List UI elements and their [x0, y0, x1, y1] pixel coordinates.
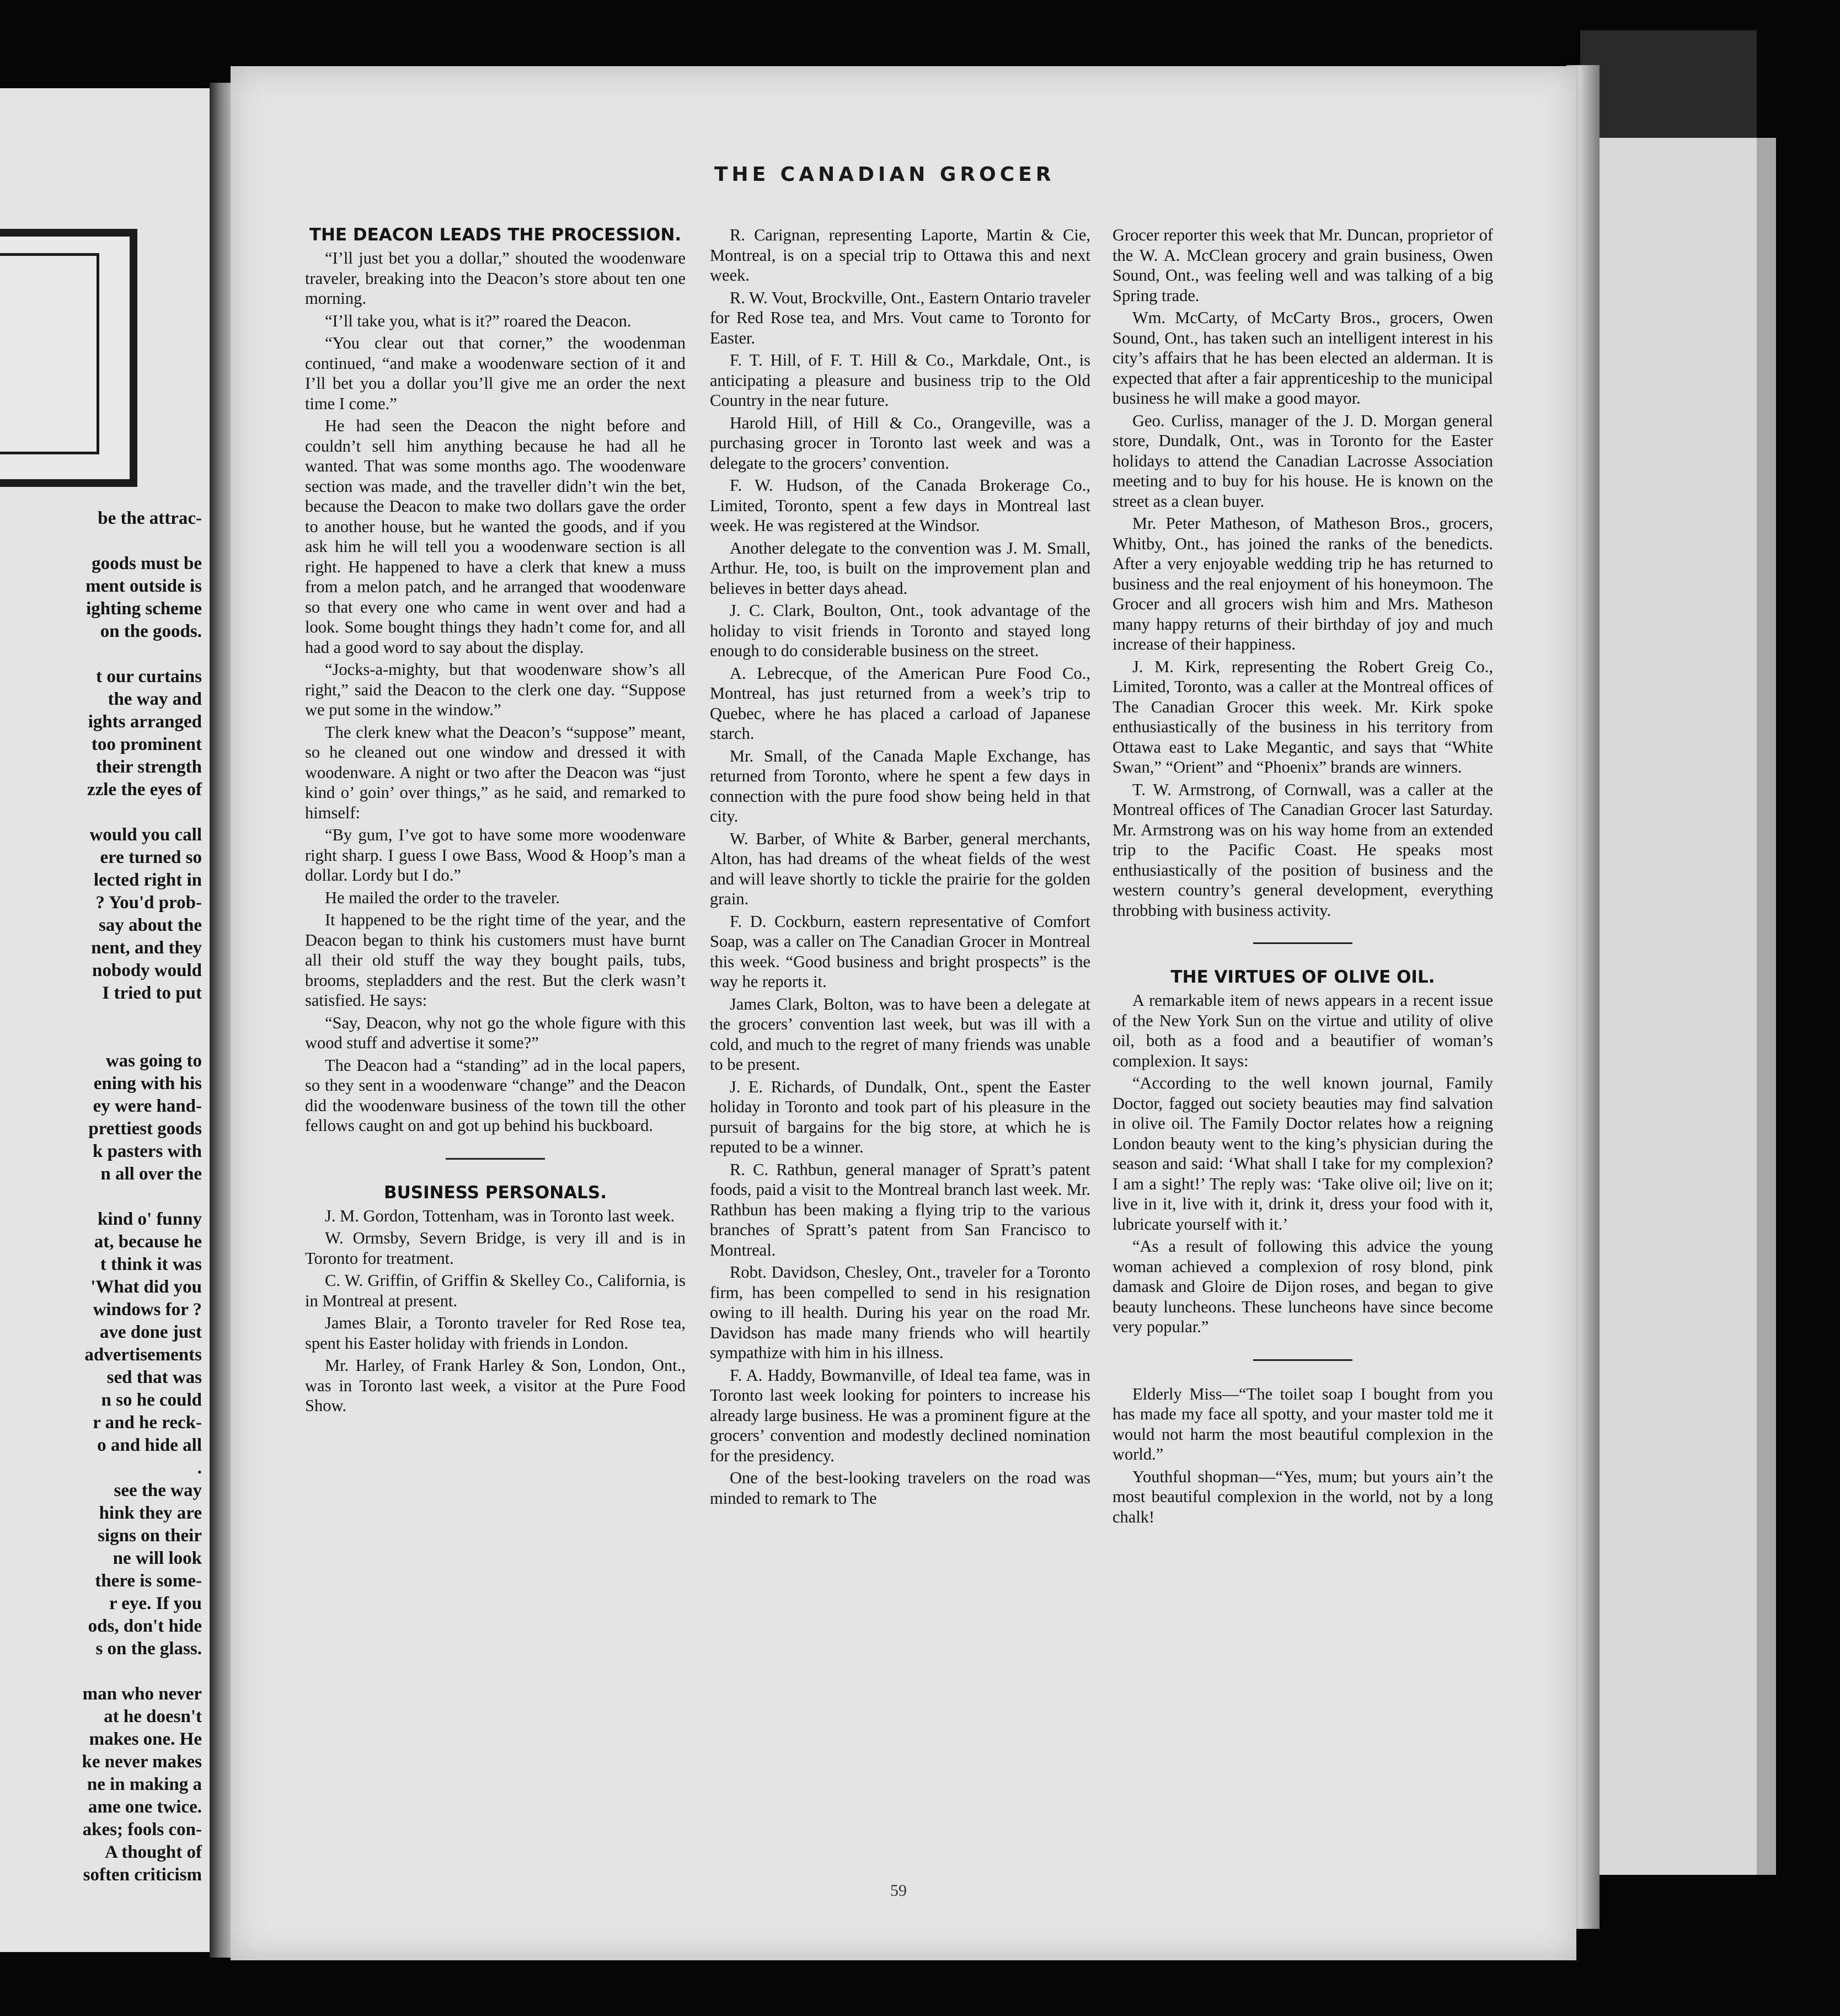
article-paragraph: Elderly Miss—“The toilet soap I bought from you has made my face all spotty, and your master told me it would not harm the most beautiful complexion in the world.”: [1112, 1384, 1493, 1463]
facing-page-line: at, because he: [94, 1232, 202, 1252]
facing-page-line: signs on their: [98, 1526, 202, 1546]
facing-page-line: t think it was: [100, 1254, 202, 1274]
facing-page-line: akes; fools con-: [82, 1820, 202, 1840]
article-paragraph: He had seen the Deacon the night before and couldn’t sell him anything because he had all he wanted. That was some months ago. The woodenware section was made, and the traveller didn’t win the bet, because the Deacon to make two dollars gave the order to another house, but he wanted the goods, and if you ask him he will tell you a woodenware section is all right. He happened to have a clerk that knew a muss from a melon patch, and he arranged that woodenware so that every one who came in went over and had a look. Some bought things they hadn’t come for, and all had a good word to say about the display.: [305, 416, 686, 657]
facing-page-line: man who never: [82, 1684, 202, 1704]
page-number: 59: [890, 1881, 907, 1900]
facing-page-line: n so he could: [101, 1390, 202, 1410]
article-paragraph: The Deacon had a “standing” ad in the local papers, so they sent in a woodenware “change” and the Deacon did the woodenware business of the town till the other fellows caught on and got up behind his buckboard.: [305, 1055, 686, 1135]
article-paragraph: “I’ll take you, what is it?” roared the Deacon.: [325, 311, 632, 330]
article-paragraph: R. W. Vout, Brockville, Ont., Eastern Ontario traveler for Red Rose tea, and Mrs. Vout came to Toronto for Easter.: [710, 288, 1090, 347]
article-heading: THE DEACON LEADS THE PROCESSION.: [309, 225, 682, 245]
article-paragraph: Harold Hill, of Hill & Co., Orangeville, was a purchasing grocer in Toronto last week and was a delegate to the grocers’ convention.: [710, 413, 1090, 473]
article-paragraph: Mr. Small, of the Canada Maple Exchange, has returned from Toronto, where he spent a few days in connection with the pure food show being held in that city.: [710, 746, 1090, 825]
facing-page-line: advertisements: [84, 1345, 202, 1365]
facing-page-line: r and he reck-: [93, 1413, 202, 1433]
article-paragraph: R. Carignan, representing Laporte, Martin & Cie, Montreal, is on a special trip to Ottawa this and next week.: [710, 226, 1090, 285]
facing-page-line: would you call: [89, 825, 202, 845]
article-paragraph: Mr. Peter Matheson, of Matheson Bros., grocers, Whitby, Ont., has joined the ranks of the benedicts. After a very enjoyable wedding trip he has returned to business and the real enjoyment of his honeymoon. The Grocer and all grocers wish him and Mrs. Matheson many happy returns of their birthday of joy and much increase of their happiness.: [1112, 514, 1493, 653]
facing-page-line: see the way: [114, 1481, 202, 1500]
article-paragraph: T. W. Armstrong, of Cornwall, was a caller at the Montreal offices of The Canadian Grocer last Saturday. Mr. Armstrong was on his way home from an extended trip to the Pacific Coast. He speaks most enthusiastically of the position of business and the western country’s general development, everything throbbing with business activity.: [1112, 780, 1493, 920]
section-rule: [1253, 1359, 1352, 1361]
article-paragraph: He mailed the order to the traveler.: [325, 888, 560, 907]
article-paragraph: Geo. Curliss, manager of the J. D. Morgan general store, Dundalk, Ont., was in Toronto for the Easter holidays to attend the Canadian Lacrosse Association meeting and to buy for his house. He is known on the street as a clean buyer.: [1112, 411, 1493, 511]
facing-page-line: [0, 1186, 202, 1208]
article-paragraph: R. C. Rathbun, general manager of Spratt’s patent foods, paid a visit to the Montreal branch last week. Mr. Rathbun has been making a flying trip to the various branches of Spratt’s patent from San Francisco to Montreal.: [710, 1160, 1090, 1259]
facing-page-line: [0, 1027, 202, 1050]
facing-page-line: ave done just: [99, 1322, 202, 1342]
article-paragraph: Another delegate to the convention was J. M. Small, Arthur. He, too, is built on the improvement plan and believes in better days ahead.: [710, 538, 1090, 598]
book-binding: [210, 83, 232, 1958]
article-paragraph: J. M. Kirk, representing the Robert Greig Co., Limited, Toronto, was a caller at the Montreal offices of The Canadian Grocer this week. Mr. Kirk spoke enthusiastically of the business in his territory from Ottawa east to Lake Megantic, and says that “White Swan,” “Orient” and “Phoenix” brands are winners.: [1112, 657, 1493, 776]
facing-page-text: [0, 507, 210, 1886]
column-2: [710, 225, 1090, 1874]
facing-page-line: s on the glass.: [95, 1639, 202, 1659]
article-paragraph: Mr. Harley, of Frank Harley & Son, London, Ont., was in Toronto last week, a visitor at the Pure Food Show.: [305, 1356, 686, 1415]
facing-page-fragment: [0, 88, 210, 1952]
article-paragraph: Grocer reporter this week that Mr. Duncan, proprietor of the W. A. McClean grocery and grain business, Owen Sound, Ont., was feeling well and was talking of a big Spring trade.: [1112, 226, 1493, 305]
article-paragraph: One of the best-looking travelers on the road was minded to remark to The: [710, 1468, 1090, 1508]
facing-page-line: their strength: [95, 757, 202, 777]
article-paragraph: J. M. Gordon, Tottenham, was in Toronto last week.: [325, 1206, 675, 1225]
facing-page-line: ey were hand-: [93, 1096, 202, 1116]
facing-page-line: ights arranged: [88, 712, 202, 732]
article-paragraph: Youthful shopman—“Yes, mum; but yours ain’t the most beautiful complexion in the world, not by a long chalk!: [1112, 1467, 1493, 1526]
article-paragraph: J. C. Clark, Boulton, Ont., took advantage of the holiday to visit friends in Toronto and stayed long enough to do considerable business on the street.: [710, 601, 1090, 660]
facing-page-line: [0, 530, 202, 553]
article-paragraph: W. Barber, of White & Barber, general merchants, Alton, has had dreams of the wheat fields of the west and will leave shortly to tickle the prairie for the golden grain.: [710, 829, 1090, 908]
book-block-edge: [1588, 138, 1757, 1875]
article-paragraph: F. W. Hudson, of the Canada Brokerage Co., Limited, Toronto, spent a few days in Montreal last week. He was registered at the Windsor.: [710, 476, 1090, 535]
facing-page-line: was going to: [105, 1051, 202, 1071]
article-paragraph: “As a result of following this advice the young woman achieved a complexion of rosy blond, pink damask and Gloire de Dijon roses, and began to give beauty luncheons. These luncheons have since become very popular.”: [1112, 1237, 1493, 1336]
facing-page-line: at he doesn't: [104, 1707, 202, 1727]
section-rule: [1253, 942, 1352, 944]
article-paragraph: James Blair, a Toronto traveler for Red Rose tea, spent his Easter holiday with friends in London.: [305, 1313, 686, 1353]
article-paragraph: James Clark, Bolton, was to have been a delegate at the grocers’ convention last week, but was ill with a cold, and much to the regret of many friends was unable to be present.: [710, 994, 1090, 1074]
facing-page-line: goods must be: [92, 554, 202, 573]
facing-page-line: ? You'd prob-: [95, 893, 202, 913]
ad-inner-frame: [0, 253, 99, 454]
facing-page-line: ment outside is: [85, 576, 202, 596]
facing-page-line: I tried to put: [102, 983, 202, 1003]
article-paragraph: W. Ormsby, Severn Bridge, is very ill and is in Toronto for treatment.: [305, 1229, 686, 1268]
facing-page-line: ods, don't hide: [88, 1616, 202, 1636]
facing-page-line: there is some-: [95, 1571, 202, 1591]
column-3: [1112, 225, 1493, 1874]
facing-page-line: 'What did you: [90, 1277, 202, 1297]
facing-page-line: ere turned so: [100, 848, 202, 867]
article-paragraph: Wm. McCarty, of McCarty Bros., grocers, Owen Sound, Ont., has taken such an intelligent interest in his city’s affairs that he has been elected an alderman. It is expected that after a fair apprenticeship to the municipal business he will make a good mayor.: [1112, 308, 1493, 408]
article-paragraph: “Jocks-a-mighty, but that woodenware show’s all right,” said the Deacon to the clerk one day. “Suppose we put some in the window.”: [305, 660, 686, 719]
section-rule: [446, 1158, 545, 1160]
article-paragraph: Robt. Davidson, Chesley, Ont., traveler for a Toronto firm, has been compelled to send in his resignation owing to ill health. During his year on the road Mr. Davidson has made many friends who will heartily sympathize with him in his illness.: [710, 1263, 1090, 1362]
article-heading: THE VIRTUES OF OLIVE OIL.: [1170, 967, 1435, 987]
facing-page-line: ne will look: [113, 1548, 202, 1568]
facing-page-line: ighting scheme: [86, 599, 202, 619]
facing-page-line: windows for ?: [93, 1300, 202, 1320]
facing-page-line: ening with his: [93, 1074, 202, 1093]
article-paragraph: F. D. Cockburn, eastern representative of Comfort Soap, was a caller on The Canadian Grocer in Montreal this week. “Good business and bright prospects” is the way he reports it.: [710, 912, 1090, 991]
facing-page-line: [0, 801, 202, 824]
facing-page-line: soften criticism: [83, 1865, 202, 1885]
ad-border-frame: [0, 229, 137, 487]
facing-page-line: ne in making a: [87, 1774, 202, 1794]
facing-page-line: ke never makes: [82, 1752, 202, 1772]
article-paragraph: The clerk knew what the Deacon’s “suppose” meant, so he cleaned out one window and dressed it with woodenware. A night or two after the Deacon was “just kind o’ goin’ over things,” as he said, and remarked to himself:: [305, 722, 686, 822]
facing-page-line: [0, 643, 202, 666]
facing-page-line: r eye. If you: [109, 1594, 202, 1613]
article-paragraph: A remarkable item of news appears in a recent issue of the New York Sun on the virtue and utility of olive oil, both as a food and a beautifier of woman’s complexion. It says:: [1112, 991, 1493, 1070]
facing-page-line: A thought of: [104, 1842, 202, 1862]
facing-page-line: prettiest goods: [88, 1119, 202, 1139]
article-paragraph: “According to the well known journal, Family Doctor, fagged out society beauties may find salvation in olive oil. The Family Doctor relates how a reigning London beauty went to the king’s physician during the season and said: ‘What shall I take for my complexion? I am a sight!’ The reply was: ‘Take olive oil; live on it; live in it, live with it, drink it, dress your food with it, lubricate yourself with it.’: [1112, 1074, 1493, 1234]
book-block-strip: [1757, 138, 1776, 1875]
facing-page-line: .: [197, 1458, 202, 1478]
facing-page-line: nent, and they: [91, 938, 202, 958]
article-paragraph: “You clear out that corner,” the woodenman continued, “and make a woodenware section of it and I’ll bet you a dollar you’ll give me an order the next time I come.”: [305, 334, 686, 413]
facing-page-line: be the attrac-: [98, 508, 202, 528]
article-paragraph: “Say, Deacon, why not go the whole figure with this wood stuff and advertise it some?”: [305, 1013, 686, 1052]
facing-page-line: t our curtains: [96, 667, 202, 687]
book-edge-dark: [1580, 30, 1757, 146]
facing-page-line: makes one. He: [89, 1729, 202, 1749]
facing-page-line: on the goods.: [100, 621, 202, 641]
facing-page-line: too prominent: [91, 734, 202, 754]
facing-page-line: [0, 1005, 202, 1027]
column-1: [305, 225, 686, 1874]
article-paragraph: C. W. Griffin, of Griffin & Skelley Co., California, is in Montreal at present.: [305, 1271, 686, 1310]
article-paragraph: “I’ll just bet you a dollar,” shouted the woodenware traveler, breaking into the Deacon’s store about ten one morning.: [305, 249, 686, 308]
facing-page-line: k pasters with: [92, 1141, 202, 1161]
facing-page-line: say about the: [98, 915, 202, 935]
facing-page-line: n all over the: [100, 1164, 202, 1184]
facing-page-line: the way and: [108, 689, 202, 709]
article-paragraph: It happened to be the right time of the year, and the Deacon began to think his customers must have burnt all their old stuff the way they bought pails, tubs, brooms, stepladders and the rest. But the clerk wasn’t satisfied. He says:: [305, 910, 686, 1010]
facing-page-line: o and hide all: [97, 1435, 202, 1455]
facing-page-line: hink they are: [99, 1503, 202, 1523]
facing-page-line: ame one twice.: [88, 1797, 202, 1817]
facing-page-line: zzle the eyes of: [87, 780, 202, 800]
facing-page-line: sed that was: [106, 1368, 202, 1387]
article-paragraph: J. E. Richards, of Dundalk, Ont., spent the Easter holiday in Toronto and took part of his pleasure in the pursuit of bargains for the big store, at which he is reputed to be a winner.: [710, 1077, 1090, 1156]
article-heading: BUSINESS PERSONALS.: [383, 1182, 607, 1203]
article-paragraph: F. A. Haddy, Bowmanville, of Ideal tea fame, was in Toronto last week looking for pointers to increase his already large business. He was a prominent figure at the grocers’ convention and modestly declined nomination for the presidency.: [710, 1365, 1090, 1465]
facing-page-line: [0, 1660, 202, 1683]
running-head: THE CANADIAN GROCER: [714, 163, 1055, 186]
article-paragraph: “By gum, I’ve got to have some more woodenware right sharp. I guess I owe Bass, Wood & Hoop’s man a dollar. Lordy but I do.”: [305, 825, 686, 884]
facing-page-line: lected right in: [93, 870, 202, 890]
article-paragraph: F. T. Hill, of F. T. Hill & Co., Markdale, Ont., is anticipating a pleasure and business trip to the Old Country in the near future.: [710, 351, 1090, 410]
facing-page-line: nobody would: [92, 961, 202, 980]
facing-page-line: kind o' funny: [98, 1209, 202, 1229]
article-paragraph: A. Lebrecque, of the American Pure Food Co., Montreal, has just returned from a week’s trip to Quebec, where he has placed a carload of Japanese starch.: [710, 663, 1090, 743]
